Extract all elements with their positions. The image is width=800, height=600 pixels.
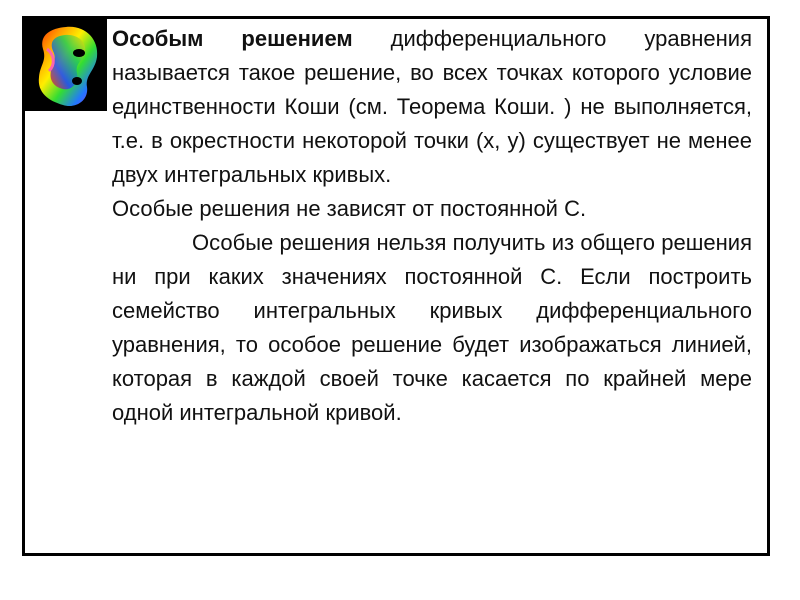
slide-text <box>112 22 752 430</box>
definition-text: дифференциального уравнения называется такое решение, во всех точках которого условие единственности Коши (см. Теорема Коши. ) не выполняется, т.е. в окрестности некоторой точки (x, y) существует не менее двух интегральных кривых. <box>112 26 752 187</box>
paragraph-constant: Особые решения не зависят от постоянной С. <box>112 196 587 221</box>
rainbow-surface-logo-icon <box>25 19 107 111</box>
paragraph-general: Особые решения нельзя получить из общего решения ни при каких значениях постоянной С. Если построить семейство интегральных кривых дифференциального уравнения, то особое решение будет изображаться линией, которая в каждой своей точке касается по крайней мере одной интегральной кривой. <box>112 230 752 425</box>
paragraph-definition <box>112 22 752 192</box>
term-bold: Особым решением <box>112 26 353 51</box>
